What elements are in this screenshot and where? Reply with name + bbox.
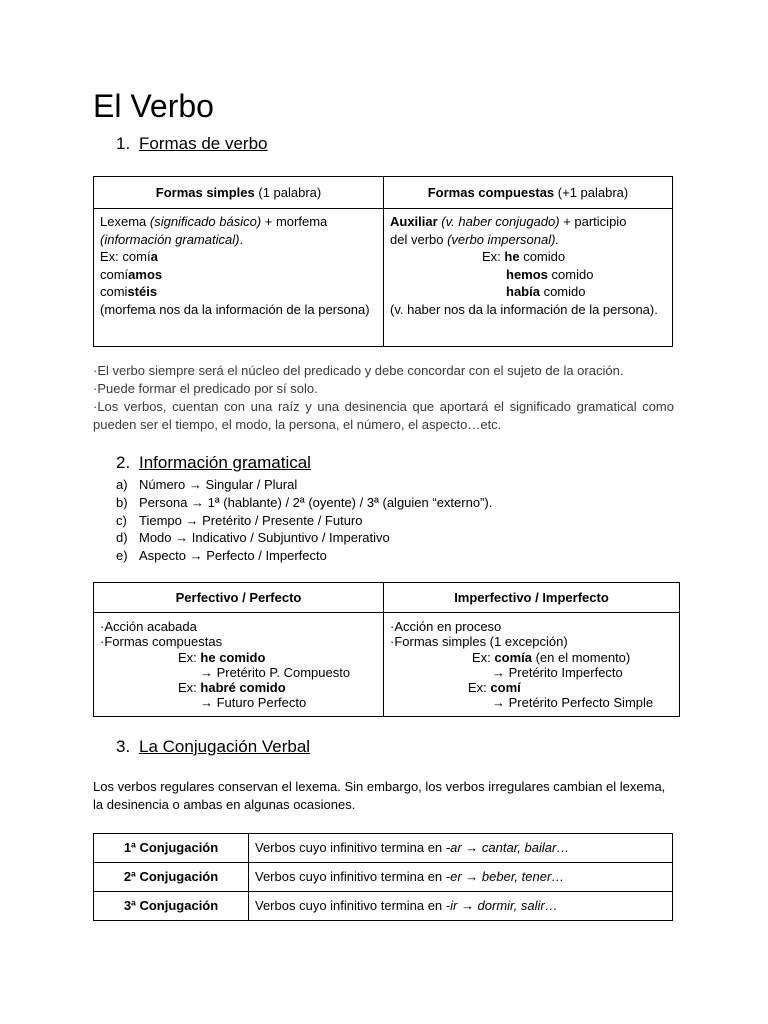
table-row [94, 892, 673, 921]
section-heading-conjugacion [116, 736, 310, 758]
list-item: c) Tiempo → Pretérito / Presente / Futuro [116, 512, 363, 528]
table-row [94, 834, 673, 863]
forms-table-simple-cell: Lexema (significado básico) + morfema (información gramatical). Ex: comía comíamos comistéis (morfema nos da la información de la persona) [94, 209, 384, 347]
conjugation-description: Verbos cuyo infinitivo termina en -ir → dormir, salir… [249, 892, 673, 921]
section-label: Formas de verbo [139, 134, 268, 153]
conjugation-intro-paragraph: Los verbos regulares conservan el lexema. Sin embargo, los verbos irregulares cambian el lexema, la desinencia o ambas en algunas ocasiones. [93, 779, 666, 812]
section-number: 1. [116, 134, 131, 153]
table-row [94, 863, 673, 892]
conjugation-description: Verbos cuyo infinitivo termina en -ar → cantar, bailar… [249, 834, 673, 863]
section-heading-informacion [116, 452, 311, 474]
conjugation-table [93, 833, 673, 921]
conjugation-name: 1ª Conjugación [94, 834, 249, 863]
list-item: e) Aspecto → Perfecto / Imperfecto [116, 548, 327, 564]
aspect-table-perfect-cell: ·Acción acabada ·Formas compuestas Ex: he comido → Pretérito P. Compuesto Ex: habré comido → Futuro Perfecto [94, 613, 384, 717]
section-label: La Conjugación Verbal [139, 737, 311, 756]
aspect-table [93, 582, 680, 717]
page-title: El Verbo [93, 88, 214, 124]
forms-table-compound-cell: Auxiliar (v. haber conjugado) + participio del verbo (verbo impersonal). Ex: he comido hemos comido había comido (v. haber nos da la información de la persona). [384, 209, 673, 347]
aspect-table-header-perfect: Perfectivo / Perfecto [94, 583, 384, 613]
section-heading-formas [116, 133, 268, 155]
grammar-info-list [116, 476, 492, 565]
list-item: a) Número → Singular / Plural [116, 477, 298, 492]
conjugation-name: 3ª Conjugación [94, 892, 249, 921]
section-label: Información gramatical [139, 453, 311, 472]
list-item: b) Persona → 1ª (hablante) / 2ª (oyente) / 3ª (alguien “externo”). [116, 494, 493, 510]
section-number: 3. [116, 737, 131, 756]
forms-table [93, 176, 673, 347]
forms-table-header-simple: Formas simples (1 palabra) [94, 177, 384, 209]
aspect-table-header-imperfect: Imperfectivo / Imperfecto [384, 583, 680, 613]
conjugation-name: 2ª Conjugación [94, 863, 249, 892]
list-item: d) Modo → Indicativo / Subjuntivo / Imperativo [116, 530, 390, 546]
conjugation-description: Verbos cuyo infinitivo termina en -er → beber, tener… [249, 863, 673, 892]
verb-notes-paragraph: ·El verbo siempre será el núcleo del predicado y debe concordar con el sujeto de la oración. ·Puede formar el predicado por sí solo. ·Los verbos, cuentan con una raíz y una desinencia que aportará el significado gramatical como pueden ser el tiempo, el modo, la persona, el número, el aspecto…etc. [93, 363, 674, 432]
forms-table-header-compound: Formas compuestas (+1 palabra) [384, 177, 673, 209]
section-number: 2. [116, 453, 131, 472]
aspect-table-imperfect-cell: ·Acción en proceso ·Formas simples (1 excepción) Ex: comía (en el momento) → Pretérito Imperfecto Ex: comí → Pretérito Perfecto Simple [384, 613, 680, 717]
